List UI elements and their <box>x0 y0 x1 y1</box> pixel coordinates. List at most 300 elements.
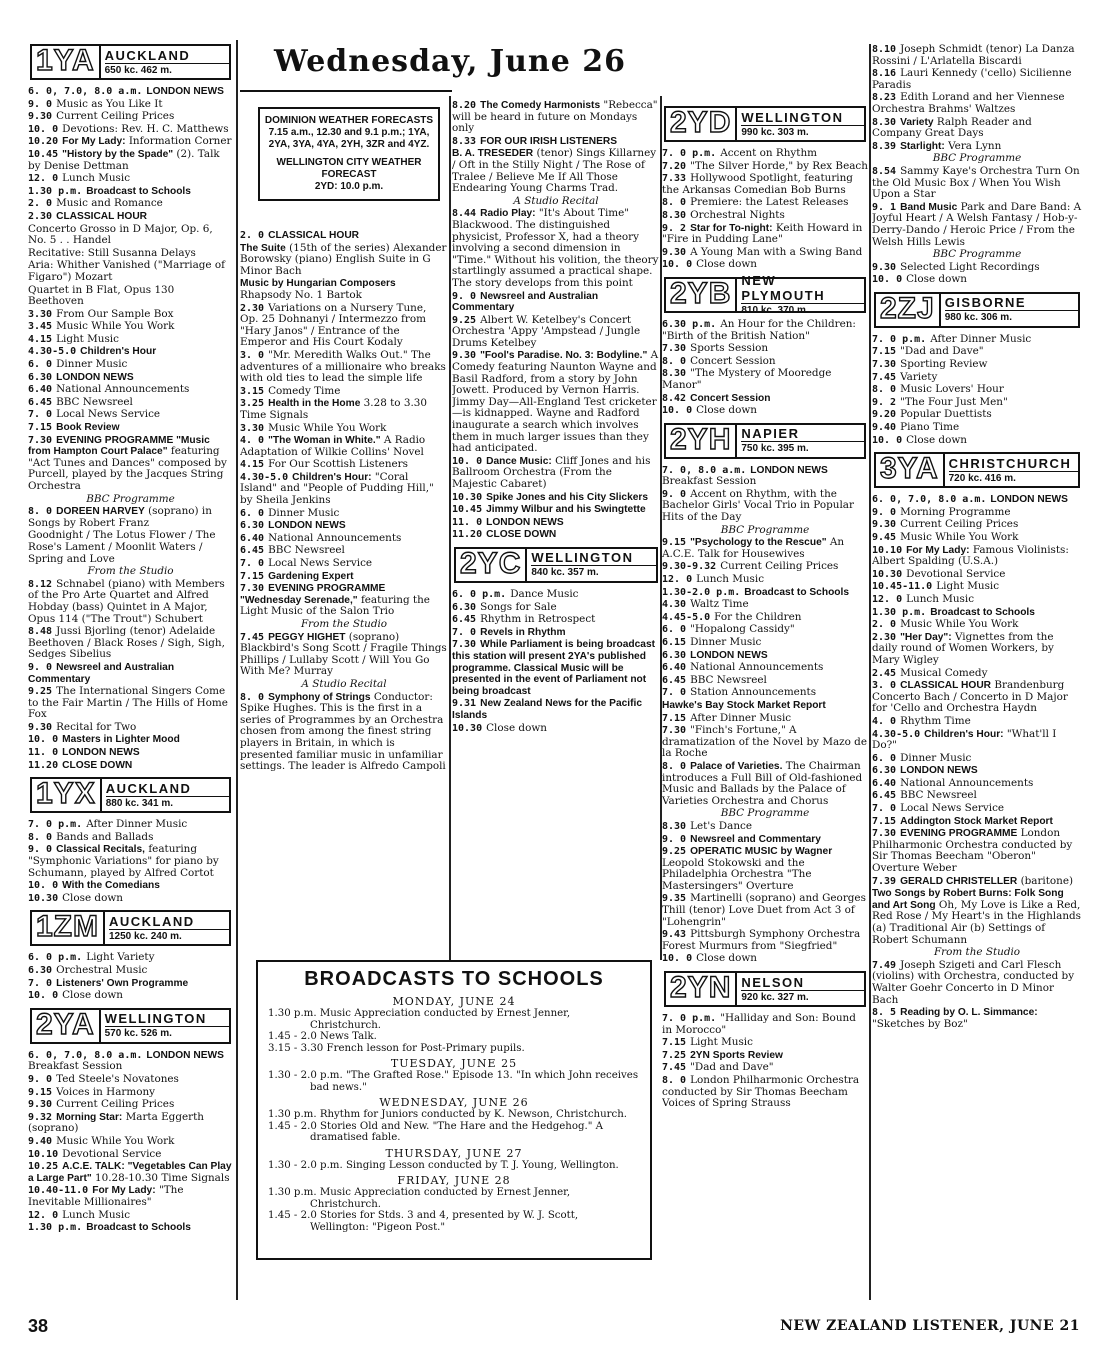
entry-time: 4. 0 <box>872 715 897 727</box>
station-name-block <box>101 1010 229 1042</box>
programme-entry <box>872 92 1082 115</box>
programme-entry <box>28 686 233 721</box>
entry-time: 6. 0, 7.0, 8.0 a.m. <box>28 1049 143 1061</box>
station-call-sign: 1YA <box>32 46 101 78</box>
station-frequency: 980 kc. 306 m. <box>944 312 1012 324</box>
programme-entry <box>28 662 233 685</box>
entry-time: 10. 0 <box>28 734 59 746</box>
programme-entry <box>452 639 660 697</box>
entry-time: 11.20 <box>28 759 59 771</box>
entry-text: "What'll I Do?" <box>872 727 1057 752</box>
programme-entry <box>28 334 233 346</box>
entry-text: Sports Session <box>690 342 769 355</box>
programme-entry <box>662 161 868 173</box>
entry-text: Light Music <box>936 580 1000 593</box>
programme-entry <box>240 692 448 773</box>
programme-entry <box>872 816 1082 828</box>
programme-entry <box>872 876 1082 888</box>
entry-time: 8. 0 <box>662 760 687 772</box>
station-header-1zm <box>30 910 231 946</box>
programme-entry <box>28 1185 233 1208</box>
entry-time: 3.15 <box>240 385 265 397</box>
station-header-2ya <box>30 1008 231 1044</box>
schools-item: 1.30 - 2.0 p.m. Singing Lesson conducted by T. J. Young, Wellington. <box>268 1159 619 1171</box>
schools-day: THURSDAY, JUNE 27 <box>385 1146 523 1160</box>
station-frequency: 810 kc. 370 m. <box>741 304 809 316</box>
entry-text: Premiere: the Latest Releases <box>690 196 849 209</box>
programme-entry <box>872 532 1082 544</box>
entry-text: For the Children <box>714 610 802 623</box>
schools-item: 1.30 p.m. Rhythm for Juniors conducted by K. Newson, Christchurch. <box>268 1109 628 1120</box>
weather-line: DOMINION WEATHER FORECASTS <box>264 115 434 126</box>
entry-text: Jussi Bjorling (tenor) Adelaide Beethoven / Black Roses / Sigh, Sigh, Sedges Sibelius <box>28 625 225 661</box>
programme-entry <box>662 821 868 833</box>
entry-time: 9.43 <box>662 929 687 941</box>
entry-text: "Dad and Dave" <box>690 1061 774 1074</box>
entry-time: 1.30 p.m. <box>28 1222 83 1234</box>
column-divider <box>449 96 451 960</box>
entry-time: 7.30 <box>28 434 53 446</box>
station-city: AUCKLAND <box>106 781 229 797</box>
programme-entry <box>28 990 233 1002</box>
programme-entry <box>452 208 660 289</box>
entry-time: 7. 0 p.m. <box>872 333 927 345</box>
programme-entry <box>240 459 448 471</box>
entry-time: 9. 0 <box>872 506 897 518</box>
programme-entry <box>662 1062 868 1074</box>
entry-text: Goodnight / The Lotus Flower / The Rose's Lament / Moonlit Waters / Spring and Love <box>28 529 216 565</box>
entry-time: 6.15 <box>662 637 687 648</box>
publication-footer: NEW ZEALAND LISTENER, JUNE 21 <box>780 1318 1080 1334</box>
entry-feature: New Zealand News for the Pacific Islands <box>452 698 643 721</box>
entry-text: Hollywood Spotlight, featuring the Arkansas Comedian Bob Burns <box>662 172 853 196</box>
entry-time: 4.15 <box>240 459 265 471</box>
programme-entry <box>240 679 448 691</box>
programme-entry <box>240 278 448 301</box>
station-call-sign: 2YH <box>666 425 737 457</box>
entry-text: Joseph Schmidt (tenor) La Danza Rossini / L'Arlatella Biscardi <box>872 44 1075 67</box>
programme-entry <box>662 537 868 560</box>
station-name-block <box>737 272 864 316</box>
entry-time: 10. 0 <box>662 405 693 417</box>
programme-entry <box>28 747 233 759</box>
entry-time: 7.15 <box>240 570 265 582</box>
programme-entry <box>28 1210 233 1222</box>
programme-entry <box>662 929 868 952</box>
entry-time: 6.45 <box>662 674 687 686</box>
programme-entry <box>28 248 233 260</box>
programme-entry <box>28 978 233 990</box>
entry-text: Recital for Two <box>56 720 137 733</box>
entry-time: 9. 0 <box>662 833 687 845</box>
programme-entry <box>28 260 233 283</box>
programme-entry <box>872 594 1082 606</box>
programme-entry <box>452 291 660 314</box>
entry-feature: Hawke's Bay Stock Market Report <box>662 699 826 711</box>
programme-entry <box>28 124 233 136</box>
entry-time: 7.30 <box>240 583 265 595</box>
entry-text: Aria: Whither Vanished ("Marriage of Figaro") Mozart <box>28 259 225 283</box>
programme-entry <box>28 844 233 879</box>
entry-text: After Dinner Music <box>86 818 188 831</box>
entry-time: 2.45 <box>872 667 897 679</box>
entry-time: 10.30 <box>452 491 483 503</box>
entry-time: 10. 0 <box>452 455 483 467</box>
entry-time: 10.25 <box>28 1161 59 1173</box>
entry-feature: Classical Recitals, <box>56 844 146 856</box>
station-name-block <box>737 425 864 457</box>
entry-text: BBC Newsreel <box>690 673 767 686</box>
entry-time: 9.30 <box>872 261 897 273</box>
programme-entry <box>662 700 868 712</box>
entry-feature: LONDON NEWS <box>56 371 134 383</box>
station-frequency: 840 kc. 357 m. <box>531 567 599 579</box>
entry-feature: LONDON NEWS <box>486 516 564 528</box>
entry-feature: EVENING PROGRAMME "Wednesday Serenade," <box>240 583 386 606</box>
weather-forecast-box <box>258 107 440 201</box>
entry-text: Musical Comedy <box>900 666 988 679</box>
entry-text: National Announcements <box>268 531 402 544</box>
programme-entry <box>872 778 1082 790</box>
programme-entry <box>28 435 233 493</box>
entry-text: London Philharmonic Orchestra conducted by Sir Thomas Beecham "Oberon" Overture Weber <box>872 827 1073 875</box>
entry-text: Lauri Kennedy ('cello) Sicilienne Paradis <box>872 67 1072 91</box>
entry-feature: LONDON NEWS <box>146 1049 224 1061</box>
entry-text: Current Ceiling Prices <box>720 560 839 573</box>
programme-entry <box>662 223 868 246</box>
programme-entry <box>662 405 868 417</box>
programme-entry <box>28 422 233 434</box>
entry-text: Vera Lynn <box>948 139 1002 152</box>
entry-text: Lunch Music <box>62 172 131 185</box>
entry-time: 9.30-9.32 <box>662 561 717 573</box>
entry-text: Current Ceiling Prices <box>56 1098 175 1111</box>
entry-feature: Reading by O. L. Simmance: <box>900 1007 1038 1019</box>
station-header-1yx <box>30 777 231 813</box>
entry-time: 11.20 <box>452 529 483 541</box>
entry-feature: Band Music <box>900 201 958 213</box>
entry-feature: OPERATIC MUSIC by Wagner <box>690 846 833 858</box>
station-header-3ya <box>874 452 1080 488</box>
entry-time: 10.45 <box>452 504 483 516</box>
programme-entry <box>28 149 233 172</box>
programme-entry <box>240 583 448 618</box>
programme-entry <box>872 545 1082 568</box>
station-call-sign: 2ZJ <box>876 294 941 326</box>
entry-text: Concert Session <box>690 354 776 367</box>
station-city: NAPIER <box>741 426 864 442</box>
station-city: NEW PLYMOUTH <box>741 273 864 304</box>
entry-time: 6.30 <box>28 371 53 383</box>
station-name-block <box>105 912 229 944</box>
title-rule <box>240 90 452 92</box>
programme-entry <box>662 846 868 892</box>
programme-entry <box>28 86 233 98</box>
entry-feature: Health in the Home <box>268 398 361 410</box>
entry-feature: Variety <box>900 116 934 128</box>
entry-text: "Finch's Fortune," A dramatization of the Novel by Mazo de la Roche <box>662 724 867 760</box>
entry-text: "The Inevitable Millionaires" <box>28 1184 184 1208</box>
entry-time: 12. 0 <box>28 1209 59 1221</box>
entry-text: Lunch Music <box>696 573 765 586</box>
entry-time: 6.30 p.m. <box>662 318 717 330</box>
programme-entry <box>240 243 448 278</box>
entry-text: Dinner Music <box>900 751 972 764</box>
entry-time: 10. 0 <box>872 274 903 286</box>
entry-time: 4.30-5.0 <box>872 728 921 740</box>
programme-entry <box>28 1161 233 1184</box>
programme-entry <box>662 574 868 586</box>
entry-text: Martinelli (soprano) and Georges Thill (tenor) Love Duet from Act 3 of "Lohengrin" <box>662 892 866 928</box>
programme-entry <box>28 397 233 409</box>
schools-day: FRIDAY, JUNE 28 <box>397 1174 511 1187</box>
programme-entry <box>662 356 868 368</box>
programme-entry <box>28 198 233 210</box>
entry-text: Music and Romance <box>56 197 163 210</box>
entry-time: 6.45 <box>452 614 477 626</box>
programme-entry <box>28 893 233 905</box>
station-header-2yb <box>664 272 866 316</box>
entry-text: Close down <box>62 891 123 904</box>
entry-time: 9. 1 <box>872 201 897 213</box>
entry-feature: FOR OUR IRISH LISTENERS <box>480 135 618 147</box>
column-divider <box>869 44 871 1300</box>
programme-entry <box>452 602 660 614</box>
entry-text: National Announcements <box>56 383 190 396</box>
entry-time: 7.45 <box>662 1062 687 1074</box>
entry-text: Popular Duettists <box>900 408 992 421</box>
programme-entry <box>28 1112 233 1135</box>
entry-time: 1.30 p.m. <box>28 185 83 197</box>
entry-text: Close down <box>696 258 757 271</box>
entry-time: 7.49 <box>872 959 897 971</box>
entry-time: 9.15 <box>28 1086 53 1098</box>
entry-feature: LONDON NEWS <box>750 464 828 476</box>
station-call-sign: 1ZM <box>32 912 105 944</box>
entry-feature: CLASSICAL HOUR <box>268 230 360 241</box>
entry-text: National Announcements <box>690 661 824 674</box>
programme-entry <box>28 1074 233 1086</box>
weather-line: WELLINGTON CITY WEATHER FORECAST <box>276 157 422 180</box>
entry-time: 6.40 <box>28 384 53 396</box>
entry-time: 8.30 <box>662 209 687 221</box>
programme-entry <box>28 309 233 321</box>
entry-time: 6. 0 <box>240 507 265 519</box>
entry-text: Information Corner <box>128 135 232 148</box>
entry-time: 10. 0 <box>28 880 59 892</box>
entry-time: 9.30 <box>872 519 897 531</box>
entry-feature: LONDON NEWS <box>990 494 1068 506</box>
entry-time: 8.33 <box>452 135 477 147</box>
schools-item: 1.30 p.m. Music Appreciation conducted by Ernest Jenner, Christchurch. <box>268 1008 571 1031</box>
schools-heading: BROADCASTS TO SCHOOLS <box>304 968 604 990</box>
schools-item: 1.45 - 2.0 Stories for Stds. 3 and 4, presented by W. J. Scott, Wellington: "Pigeon Post." <box>268 1210 579 1233</box>
station-call-sign: 2YN <box>666 973 737 1005</box>
entry-feature: Newsreel and Commentary <box>690 833 821 845</box>
entry-text: Ralph Reader and Company Great Days <box>872 115 1032 140</box>
programme-entry <box>872 359 1082 371</box>
station-city: WELLINGTON <box>531 550 656 566</box>
programme-entry <box>662 1037 868 1049</box>
entry-time: 7. 0 <box>872 803 897 815</box>
page-title: Wednesday, June 26 <box>273 44 627 79</box>
entry-text: Brandenburg Concerto Bach / Concerto in D Major for 'Cello and Orchestra Haydn <box>872 679 1068 715</box>
entry-time: 6.30 <box>452 601 477 613</box>
entry-text: Marta Eggerth (soprano) <box>28 1110 204 1135</box>
entry-feature: Masters in Lighter Mood <box>62 734 180 746</box>
entry-time: 9.40 <box>28 1135 53 1147</box>
entry-time: 10. 0 <box>662 259 693 271</box>
programme-entry <box>872 569 1082 581</box>
entry-time: 9. 0 <box>28 1073 53 1085</box>
entry-feature: Broadcast to Schools <box>86 185 191 197</box>
station-city: GISBORNE <box>945 295 1078 311</box>
entry-time: 7.39 <box>872 875 897 887</box>
entry-feature: Gardening Expert <box>268 570 354 582</box>
programme-entry <box>872 274 1082 286</box>
entry-time: 10.10 <box>872 544 903 556</box>
entry-time: 4.30 <box>662 599 687 611</box>
entry-text: Edith Lorand and her Viennese Orchestra Brahms' Waltzes <box>872 91 1065 115</box>
entry-feature: CLASSICAL HOUR <box>900 680 992 692</box>
entry-text: Dinner Music <box>56 358 128 371</box>
programme-entry <box>28 819 233 831</box>
programme-entry <box>240 303 448 349</box>
station-name-block <box>102 779 229 811</box>
entry-time: 9. 0 <box>28 844 53 856</box>
entry-time: 10.30 <box>452 722 483 734</box>
programme-entry <box>28 1136 233 1148</box>
entry-time: 9.25 <box>662 846 687 858</box>
column-divider <box>236 40 238 1300</box>
entry-feature: LONDON NEWS <box>690 649 768 661</box>
entry-text: Keith Howard in "Fire in Pudding Lane" <box>662 221 863 246</box>
entry-time: 6. 0 p.m. <box>452 588 507 600</box>
entry-time: 9.32 <box>28 1111 53 1123</box>
programme-entry <box>662 393 868 405</box>
entry-time: 8.48 <box>28 626 53 638</box>
column-3 <box>452 100 660 960</box>
programme-entry <box>662 259 868 271</box>
entry-time: 6.40 <box>240 532 265 544</box>
entry-time: 10.45 <box>28 148 59 160</box>
entry-text: "Mr. Meredith Walks Out." The adventures of a millionaire who breaks with old ties to lead the simple life <box>240 348 446 385</box>
entry-time: 7.15 <box>28 422 53 434</box>
entry-time: 9.30 <box>28 1099 53 1111</box>
entry-feature: Newsreel and Australian Commentary <box>452 290 599 314</box>
entry-text: "Halliday and Son: Bound in Morocco" <box>662 1012 856 1036</box>
programme-entry <box>28 173 233 185</box>
entry-text: featuring "Symphonic Variations" for piano by Schumann, played by Alfred Cortot <box>28 843 219 879</box>
entry-text: Rhythm in Retrospect <box>480 613 596 626</box>
entry-text: "Coral Island" and "People of Pudding Hill," by Sheila Jenkins <box>240 470 434 507</box>
column-divider <box>660 96 662 960</box>
entry-text: Joseph Szigeti and Carl Flesch (violins) with Orchestra, conducted by Walter Goehr Concerto in D Minor Bach <box>872 958 1075 1006</box>
schools-item: 1.30 p.m. Music Appreciation conducted by Ernest Jenner, Christchurch. <box>268 1187 571 1210</box>
schools-schedule <box>268 995 640 1233</box>
entry-time: 7.15 <box>662 1037 687 1049</box>
programme-entry <box>872 619 1082 631</box>
programme-entry <box>240 230 448 242</box>
entry-feature: LONDON NEWS <box>268 520 346 532</box>
programme-entry <box>662 808 868 820</box>
programme-entry <box>662 525 868 537</box>
programme-entry <box>872 494 1082 506</box>
station-name-block <box>737 108 864 140</box>
entry-text: BBC Newsreel <box>56 395 133 408</box>
entry-feature: Concert Session <box>690 392 771 404</box>
entry-feature: Radio Play: <box>480 208 536 220</box>
entry-text: Piano Time <box>900 421 960 434</box>
entry-time: 10.40-11.0 <box>28 1185 89 1197</box>
programme-entry <box>662 343 868 355</box>
entry-feature: While Parliament is being broadcast this station will present 2YA's published programme. Classical Music will be presented in the event of Parliament not being broadcast <box>452 639 656 697</box>
programme-entry <box>872 680 1082 715</box>
entry-text: Albert W. Ketelbey's Concert Orchestra 'Appy 'Ampstead / Jungle Drums Ketelbey <box>452 313 641 349</box>
entry-text: A Young Man with a Swing Band <box>690 245 863 258</box>
entry-time: 3.30 <box>28 308 53 320</box>
entry-feature: CLOSE DOWN <box>62 759 133 771</box>
programme-entry <box>872 334 1082 346</box>
entry-time: 8.42 <box>662 392 687 404</box>
entry-time: 6.45 <box>28 396 53 408</box>
programme-entry <box>240 558 448 570</box>
entry-feature: Symphony of Strings <box>268 691 371 703</box>
entry-time: 7. 0 p.m. <box>28 819 83 831</box>
entry-text: Rhythm Time <box>900 714 971 727</box>
entry-time: 9. 0 <box>28 661 53 673</box>
entry-time: 8. 0 <box>28 506 53 518</box>
programme-entry <box>28 224 233 247</box>
entry-text: Local News Service <box>268 557 373 570</box>
entry-time: 6. 0, 7.0, 8.0 a.m. <box>872 494 987 506</box>
entry-text: Cliff Jones and his Ballroom Orchestra (From the Majestic Cabaret) <box>452 454 651 490</box>
entry-text: Devotions: Rev. H. C. Matthews <box>62 122 229 135</box>
entry-text: Music While You Work <box>268 421 387 434</box>
entry-note: From the Studio <box>300 618 388 630</box>
entry-time: 7.15 <box>662 712 687 724</box>
entry-text: Light Variety <box>86 951 155 964</box>
schools-item: 3.15 - 3.30 French lesson for Post-Primary pupils. <box>268 1042 525 1054</box>
entry-feature: With the Comedians <box>62 880 160 892</box>
programme-entry <box>28 321 233 333</box>
entry-feature: Morning Star: <box>56 1111 123 1123</box>
programme-entry <box>872 507 1082 519</box>
entry-text: Bands and Ballads <box>56 830 154 843</box>
programme-entry <box>28 760 233 772</box>
programme-entry <box>240 398 448 421</box>
entry-time: 12. 0 <box>28 173 59 185</box>
entry-text: BBC Newsreel <box>268 544 345 557</box>
programme-entry <box>662 675 868 687</box>
entry-time: 6. 0, 7.0, 8.0 a.m. <box>28 86 143 97</box>
entry-text: Station Announcements <box>690 686 817 699</box>
programme-entry <box>28 372 233 384</box>
entry-text: Songs for Sale <box>480 600 557 613</box>
programme-entry <box>872 44 1082 67</box>
entry-time: 10. 0 <box>28 123 59 135</box>
programme-entry <box>28 965 233 977</box>
entry-text: Lunch Music <box>62 1208 131 1221</box>
entry-time: 10. 0 <box>28 990 59 1002</box>
entry-feature: Two Songs by Robert Burns: Folk Song and Art Song <box>872 888 1064 911</box>
programme-entry <box>452 589 660 601</box>
entry-time: 2. 0 <box>872 619 897 631</box>
entry-feature: LONDON NEWS <box>62 747 140 759</box>
entry-text: Variations on a Nursery Tune, Op. 25 Dohnanyi / Intermezzo from "Hary Janos" / Entrance of the Emperor and His Court Kodaly <box>240 301 427 349</box>
programme-entry <box>28 99 233 111</box>
programme-entry <box>872 68 1082 91</box>
